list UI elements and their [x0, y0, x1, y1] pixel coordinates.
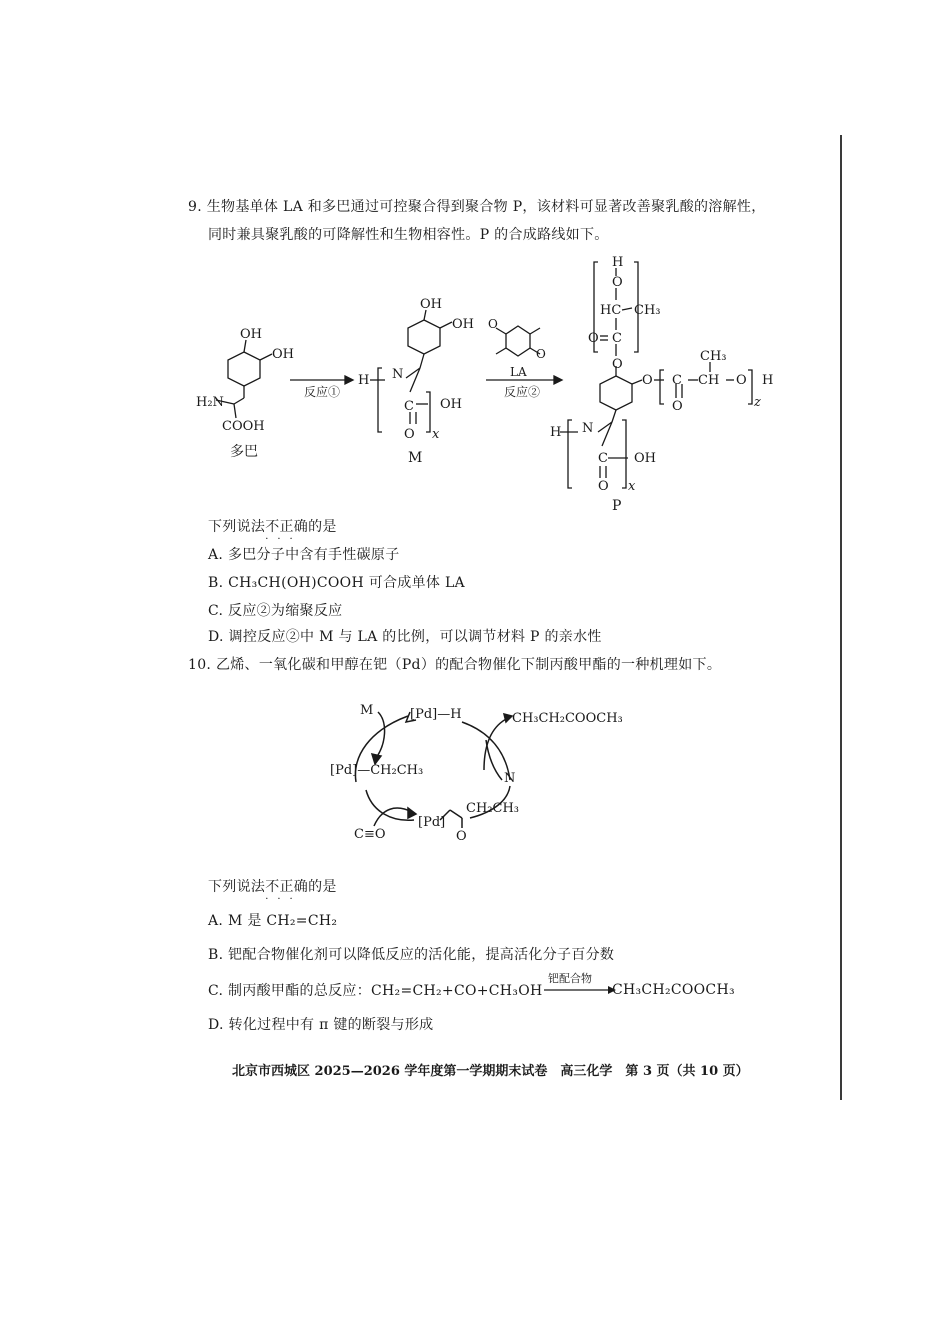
P-h-top: H — [612, 255, 624, 270]
P-n: N — [582, 421, 594, 436]
emphasis-dots: ··· — [265, 534, 302, 545]
cycle-pd-h: [Pd]—H — [410, 707, 462, 722]
overall-reaction-arrow — [540, 968, 620, 998]
option-letter: B. — [208, 947, 224, 963]
overall-catalyst-label: 钯配合物 — [548, 972, 592, 985]
dopamine-oh-top: OH — [240, 327, 262, 342]
M-x: x — [432, 427, 440, 442]
dopamine-label: 多巴 — [230, 444, 258, 460]
q10-prompt — [208, 876, 337, 905]
P-o-link: O — [612, 357, 623, 372]
q10-option-d[interactable] — [208, 1014, 433, 1034]
P-o-end: O — [736, 373, 747, 388]
reaction2-label: 反应② — [504, 385, 541, 399]
P-label: P — [612, 498, 622, 514]
P-o-carbonyl: O — [588, 331, 599, 346]
option-text: M 是 CH₂=CH₂ — [227, 913, 338, 929]
P-hc: HC — [600, 303, 622, 318]
P-c-carbonyl: C — [612, 331, 622, 346]
M-o: O — [404, 427, 415, 442]
LA-ring-o-right: O — [536, 347, 546, 361]
cycle-acyl-o: O — [456, 829, 467, 844]
option-letter: D. — [208, 1017, 224, 1033]
option-text: 制丙酸甲酯的总反应：CH₂=CH₂+CO+CH₃OH — [228, 983, 543, 999]
emphasis-dots: ··· — [265, 894, 302, 905]
q10-stem-text: 乙烯、一氧化碳和甲醇在钯（Pd）的配合物催化下制丙酸甲酯的一种机理如下。 — [215, 657, 722, 673]
P-o-right: O — [642, 373, 653, 388]
q9-number: 9. — [188, 199, 202, 215]
P-c-lower: C — [598, 451, 608, 466]
P-o-top: O — [612, 275, 623, 290]
option-letter: D. — [208, 629, 224, 645]
q9-prompt-prefix: 下列说法 — [208, 519, 266, 535]
P-h-left: H — [550, 425, 562, 440]
P-ch3: CH₃ — [634, 303, 661, 318]
option-letter: C. — [208, 983, 224, 999]
product-out-arrow — [484, 718, 508, 770]
P-ch: CH — [698, 373, 720, 388]
q9-prompt-emph-text: 不正确 — [265, 519, 309, 535]
cycle-arc-bottom — [366, 790, 414, 820]
M-oh-top: OH — [420, 297, 442, 312]
M-n: N — [392, 367, 404, 382]
cycle-acyl-chain: CH₂CH₃ — [466, 801, 519, 816]
P-x: x — [628, 479, 636, 494]
option-letter: A. — [208, 547, 224, 563]
q10-option-b[interactable] — [208, 944, 614, 964]
q9-stem-text-1: 生物基单体 LA 和多巴通过可控聚合得到聚合物 P，该材料可显著改善聚乳酸的溶解性， — [206, 199, 766, 215]
M-oh-right: OH — [452, 317, 474, 332]
option-text: 调控反应②中 M 与 LA 的比例，可以调节材料 P 的亲水性 — [228, 629, 602, 645]
P-h-right: H — [762, 373, 774, 388]
reagent2-label: LA — [510, 365, 527, 379]
cycle-co: C≡O — [354, 827, 386, 842]
page-footer: 北京市西城区 2025—2026 学年度第一学期期末试卷 高三化学 第 3 页（共 10 页） — [232, 1064, 749, 1079]
LA-ring-o-left: O — [488, 317, 498, 331]
q10-option-a[interactable] — [208, 910, 337, 930]
M-oh-end: OH — [440, 397, 462, 412]
dopamine-oh-right: OH — [272, 347, 294, 362]
option-letter: B. — [208, 575, 224, 591]
q10-prompt-suffix: 的是 — [308, 879, 337, 895]
option-text: 转化过程中有 π 键的断裂与形成 — [228, 1017, 434, 1033]
P-z: z — [754, 395, 761, 410]
reaction1-label: 反应① — [304, 385, 341, 399]
option-letter: C. — [208, 603, 224, 619]
cycle-product: CH₃CH₂COOCH₃ — [512, 711, 623, 726]
P-ch3-top: CH₃ — [700, 349, 727, 364]
q10-prompt-emphasis — [265, 879, 309, 905]
cycle-N: N — [504, 771, 516, 786]
option-text: 钯配合物催化剂可以降低反应的活化能，提高活化分子百分数 — [228, 947, 615, 963]
P-oh-lower: OH — [634, 451, 656, 466]
dopamine-h2n: H₂N — [196, 395, 224, 410]
q10-option-c[interactable] — [208, 980, 543, 1000]
cycle-pd-acyl: [Pd] — [418, 815, 446, 830]
cycle-pd-ethyl: [Pd]—CH₂CH₃ — [330, 763, 424, 778]
P-o-right-carbonyl: O — [672, 399, 683, 414]
N-in-arrow — [486, 740, 502, 780]
P-o-lower: O — [598, 479, 609, 494]
M-h-end: H — [358, 373, 370, 388]
option-text: 多巴分子中含有手性碳原子 — [227, 547, 400, 563]
q9-prompt-suffix: 的是 — [308, 519, 337, 535]
dopamine-cooh: COOH — [222, 419, 265, 434]
option-text: CH₃CH(OH)COOH 可合成单体 LA — [228, 575, 465, 591]
option-text: 反应②为缩聚反应 — [228, 603, 343, 619]
P-c-right: C — [672, 373, 682, 388]
q9-stem-line2: 同时兼具聚乳酸的可降解性和生物相容性。P 的合成路线如下。 — [208, 227, 609, 243]
M-label: M — [408, 450, 423, 466]
cycle-M: M — [360, 703, 374, 718]
M-in-arrow — [376, 712, 385, 758]
q10-prompt-prefix: 下列说法 — [208, 879, 266, 895]
option-letter: A. — [208, 913, 224, 929]
overall-product: CH₃CH₂COOCH₃ — [612, 982, 735, 998]
M-c: C — [404, 399, 414, 414]
q10-prompt-emph-text: 不正确 — [265, 879, 309, 895]
q10-number: 10. — [188, 657, 212, 673]
